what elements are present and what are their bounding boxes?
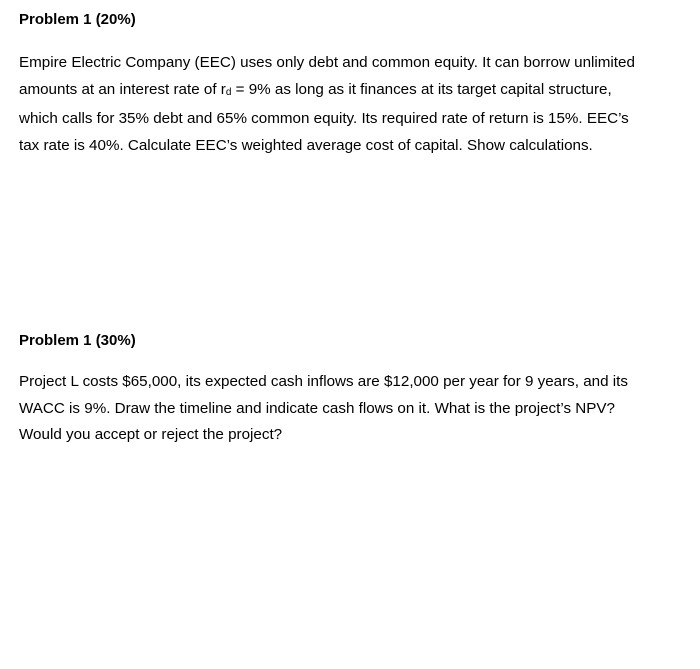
problem-2-text: [19, 369, 628, 449]
problem-1-line-3: which calls for 35% debt and 65% common equity. Its required rate of return is 15%. EEC’s: [19, 110, 629, 127]
problem-2-line-1: Project L costs $65,000, its expected cash inflows are $12,000 per year for 9 years, and its: [19, 373, 628, 390]
problem-1-text: [19, 50, 635, 159]
problem-1-line-4: tax rate is 40%. Calculate EEC’s weighted average cost of capital. Show calculations.: [19, 136, 593, 154]
problem-2-heading: Problem 1 (30%): [19, 332, 136, 349]
rd-symbol: rd: [220, 80, 232, 98]
problem-1-line-1: Empire Electric Company (EEC) uses only debt and common equity. It can borrow unlimited: [19, 54, 635, 71]
problem-2-line-3: Would you accept or reject the project?: [19, 426, 283, 443]
problem-1-heading: Problem 1 (20%): [19, 11, 136, 28]
problem-2-line-2: WACC is 9%. Draw the timeline and indicate cash flows on it. What is the project’s NPV?: [19, 399, 615, 417]
problem-1-line-2: amounts at an interest rate of rd = 9% as long as it finances at its target capital structure,: [19, 80, 612, 98]
